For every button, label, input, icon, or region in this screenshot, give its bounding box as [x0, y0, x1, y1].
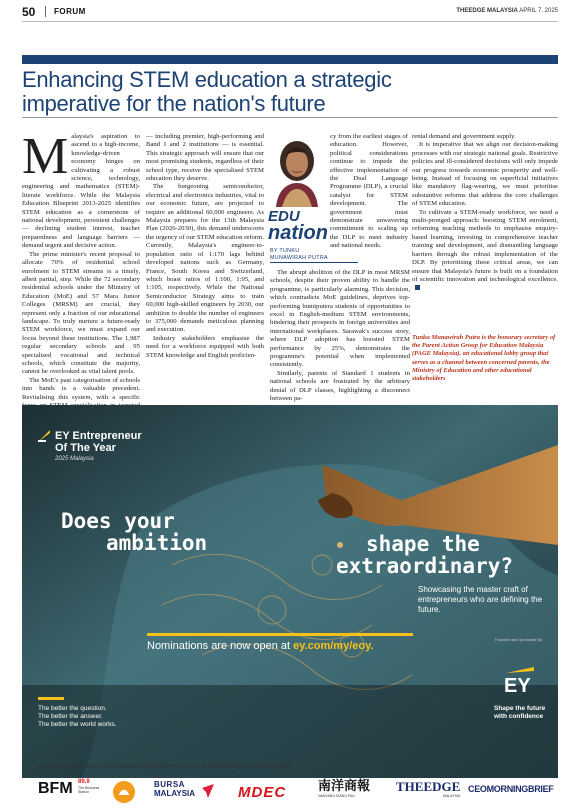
ad-accent-bar — [147, 633, 413, 636]
partners-intro: We are proud to have the following organizations join us in celebrating entrepreneurship. — [38, 763, 293, 770]
article-paragraph: To cultivate a STEM-ready workforce, we need a multi-pronged approach: boosting STEM enrolment, reforming teaching methods to emphasise enquiry-based learning, investing in comprehensive teacher training and development, and dismantling language barriers through the robust implementation of the DLP. By prioritising these critical areas, we can ensure that Malaysia's future is built on a foundation of scientific innovation and technological excellence. — [412, 209, 558, 293]
headline: Enhancing STEM education a strategic imperative for the nation's future — [22, 67, 392, 116]
ey-question-3: The better the world works. — [38, 721, 117, 728]
ad-headline-1-line-2: ambition — [106, 531, 208, 555]
column-banner-bar — [22, 55, 558, 64]
issue-date: APRIL 7, 2025 — [519, 8, 558, 14]
advertisement[interactable] — [22, 405, 558, 778]
publication-info — [456, 8, 558, 14]
mdec-logo: MDEC — [238, 784, 287, 801]
ey-eoy-logo — [38, 430, 142, 462]
the-edge-malaysia-logo — [396, 780, 460, 804]
byline-line-1: BY TUNKU — [270, 248, 300, 254]
column-logo — [268, 210, 328, 242]
page-number: 50 — [22, 5, 36, 19]
article-paragraph: The prime minister's recent proposal to allocate 70% of residential school enrolment to STEM streams is a timely, albeit partial, step. While the 72 secondary residential schools under the Ministry of Education (MoE) and 57 Mara Junior Colleges (MRSM) are crucial, they represent only a fraction of our educational landscape. To truly nurture a future-ready STEM workforce, we must expand our focus beyond these institutions. The 1,987 regular secondary schools and 95 specialised vocational and technical schools, which constitute the majority, cannot be overlooked as vital talent pools. — [22, 250, 140, 376]
program-name-line-2: Of The Year — [55, 442, 116, 454]
ey-logo — [502, 667, 536, 702]
article-column-2 — [146, 133, 264, 360]
article-paragraph: It is imperative that we align our decision-making processes with our strategic national goals. Restrictive policies and ill-considered decisions will only impede our progress towards economic prosperity and well-being. Instead of focusing on superficial initiatives like mandatory flag-wearing, we must prioritise substantive reforms that address the core challenges of STEM education. — [412, 141, 558, 208]
publication-name: EDGE MALAYSIA — [468, 8, 518, 14]
program-name-line-1: EY Entrepreneur — [55, 430, 142, 442]
article-column-3 — [270, 269, 410, 404]
the-edge-logo-subtitle: MALAYSIA — [443, 794, 461, 798]
tagline-accent-bar — [38, 697, 64, 700]
end-mark — [415, 285, 420, 290]
bfm-logo-text: BFM — [38, 780, 73, 797]
ad-headline-2-line-1: shape the — [366, 532, 480, 556]
bursa-mark-icon — [202, 784, 214, 798]
nominations-link[interactable]: ey.com/my/eoy. — [293, 640, 374, 652]
article-paragraph: The abrupt abolition of the DLP in most MRSM schools, despite their proven ability to handle the programme, is particularly alarming. This decision, which contradicts MoE guidelines, deprives top-performing bumiputera students of opportunities to excel in English-medium STEM environments, hindering their prospects in foreign universities and international workplaces. Sarawak's success story, where DLP adoption has boosted STEM performance by 25%, demonstrates the programme's potential when implemented consistently. — [270, 269, 410, 369]
header-rule — [22, 21, 558, 22]
article-paragraph: rental demand and government supply. — [412, 133, 516, 140]
program-year: 2025 Malaysia — [55, 456, 94, 462]
article-paragraph: The burgeoning semiconductor, electrical and electronics industries, vital to our economic future, are projected to require an additional 60,000 engineers. As Malaysia prepares for the 13th Malaysia Plan (2026-2030), this demand underscores the urgency of our STEM education reform. Currently, Malaysia's engineer-to-population ratio of 1:170 lags behind developed nations such as Germany, France, South Korea and Switzerland, which boast ratios of 1:100, 1:95, and 1:105, respectively. While the National Semiconductor Strategy aims to train 60,000 high-skilled engineers by 2030, our ambition to double the number of engineers to 375,000 demands meticulous planning and execution. — [146, 183, 264, 334]
nanyang-english-title: NANYANG SIANG PAU — [318, 794, 355, 798]
article-column-1 — [22, 128, 140, 419]
author-bio: Tunku Munawirah Putra is the honorary secretary of the Parent Action Group for Education Malaysia (PAGE Malaysia), an educational lobby group that serves as a channel between concerned parents, the Ministry of Education and other educational stakeholders — [412, 334, 556, 383]
bfm-frequency: 89.9 — [78, 779, 90, 785]
ey-beam-icon — [37, 429, 51, 443]
article-paragraph: cy from the earliest stages of education. However, political considerations continue to impede the effective implementation of the Dual Language Programme (DLP), a crucial catalyst for STEM development. The government must demonstrate unwavering commitment to scaling up the DLP to meet industry and national needs. — [330, 133, 408, 250]
ceo-morning-brief-logo: CEOMORNINGBRIEF — [468, 784, 554, 794]
the-edge-logo-text: THEEDGE — [396, 779, 461, 794]
ey-tagline: Shape the future with confidence — [494, 705, 546, 720]
nominations-text: Nominations are now open at — [147, 640, 294, 652]
founded-by-label: Founded and produced by — [495, 637, 542, 642]
article-paragraph: Malaysia's aspiration to ascend to a high-income, knowledge-driven economy hinges on cultivating a robust science, technology, engineering and mathematics (STEM)-literate workforce. While the Malaysia Education Blueprint 2013-2025 identifies STEM education as a cornerstone of national development, persistent challenges — declining student interest, teacher preparedness and language barriers — demand urgent and decisive action. — [22, 128, 140, 250]
partner-logos — [38, 779, 554, 804]
headline-rule — [22, 117, 558, 118]
bursa-logo-line-1: BURSA — [154, 780, 185, 789]
author-portrait — [268, 133, 326, 207]
article-paragraph: — including premier, high-performing and Band 1 and 2 institutions — is essential. This strategic approach will ensure that our most promising students, regardless of their school type, receive the specialised STEM education they deserve. — [146, 133, 264, 183]
byline-author: MUNAWIRAH PUTRA — [270, 255, 328, 261]
byline-rule — [270, 262, 358, 263]
bursa-logo-line-2: MALAYSIA — [154, 789, 196, 798]
article-paragraph: Industry stakeholders emphasise the need for a workforce equipped with both STEM knowledge and English proficien- — [146, 334, 264, 359]
page-header — [0, 0, 580, 22]
nominations-line — [147, 640, 373, 652]
partner-emblem-icon — [112, 780, 136, 804]
ad-headline-1 — [61, 510, 207, 554]
ey-questions — [38, 705, 116, 729]
article-paragraph: Similarly, parents of Standard 1 students in national schools are frustrated by the arbitrary denial of DLP classes, highlighting a disconnect between pa- — [270, 369, 410, 403]
header-divider — [45, 6, 46, 17]
article-paragraph: The MoE's past categorisation of schools into bands is a valuable precedent. Revitalising this system, with a specific — [22, 376, 140, 401]
article-column-4 — [412, 133, 558, 293]
drop-cap: M — [22, 128, 69, 185]
bfm-logo — [38, 779, 100, 804]
ad-headline-2-line-2: extraordinary? — [336, 554, 514, 578]
ey-question-1: The better the question. — [38, 705, 107, 712]
nanyang-siang-pau-logo — [318, 780, 370, 804]
ey-question-2: The better the answer. — [38, 713, 103, 720]
nanyang-chinese-title: 南洋商報 — [318, 779, 371, 794]
column-logo-edu: EDU — [268, 208, 300, 225]
ad-subtext: Showcasing the master craft of entrepreneurs who are defining the future. — [418, 585, 543, 614]
ey-logo-text: EY — [504, 675, 531, 697]
bfm-subtitle: The Business Station — [78, 786, 100, 794]
bursa-malaysia-logo — [154, 780, 195, 804]
ad-headline-2 — [336, 532, 514, 578]
section-label: FORUM — [54, 7, 86, 16]
ad-headline-1-line-1: Does your — [61, 509, 175, 533]
publication-prefix: THE — [456, 8, 469, 14]
article-column-3-top — [330, 133, 408, 251]
column-logo-nation: nation — [268, 222, 328, 244]
